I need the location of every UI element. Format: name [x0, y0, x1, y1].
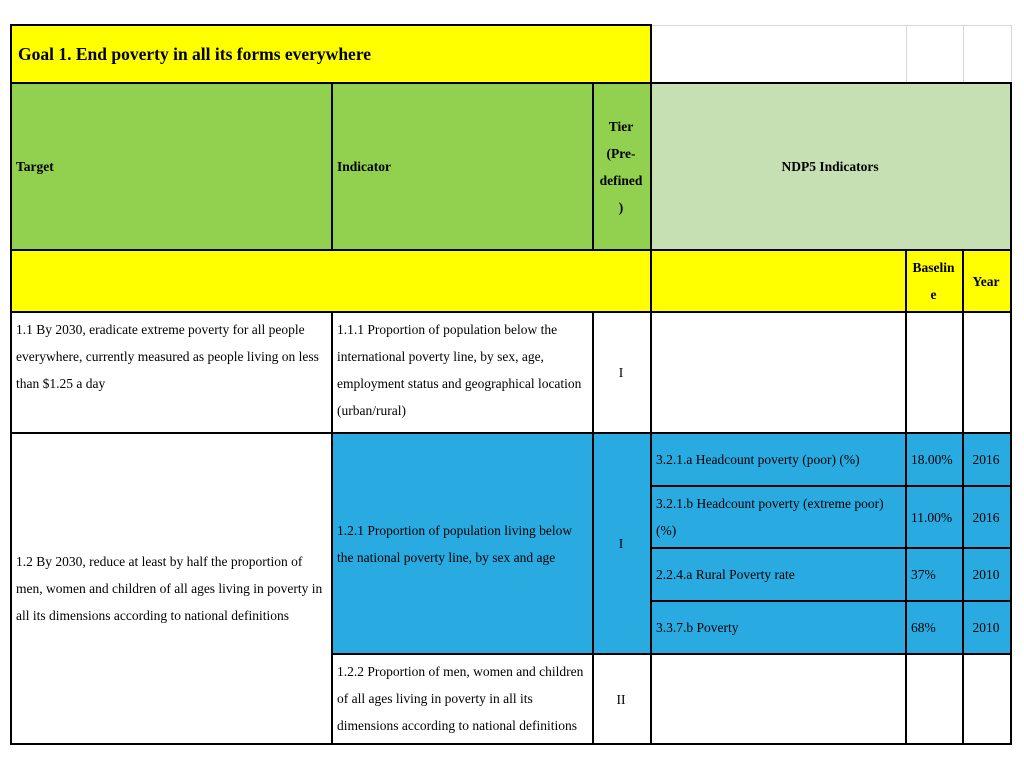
ndp5-indicator-cell: 3.2.1.a Headcount poverty (poor) (%) — [651, 433, 906, 486]
empty-cell — [906, 25, 963, 83]
empty-cell — [963, 25, 1011, 83]
year-cell: 2016 — [963, 486, 1011, 548]
target-cell: 1.1 By 2030, eradicate extreme poverty for all people everywhere, currently measured as people living on less than $1.25 a day — [11, 312, 332, 433]
subheader-row — [11, 250, 1011, 312]
col-header-target: Target — [11, 83, 332, 250]
empty-cell — [11, 250, 651, 312]
col-header-tier: Tier (Pre-defined) — [593, 83, 651, 250]
ndp5-indicator-cell: 3.2.1.b Headcount poverty (extreme poor) (%) — [651, 486, 906, 548]
tier-cell: I — [593, 433, 651, 654]
target-cell: 1.2 By 2030, reduce at least by half the proportion of men, women and children of all ages living in poverty in all its dimensions according to national definitions — [11, 433, 332, 744]
year-cell: 2016 — [963, 433, 1011, 486]
ndp5-indicator-cell-empty — [651, 654, 906, 744]
empty-cell — [651, 25, 906, 83]
tier-cell: I — [593, 312, 651, 433]
goal-title: Goal 1. End poverty in all its forms everywhere — [11, 25, 651, 83]
baseline-cell: 37% — [906, 548, 963, 601]
baseline-cell: 11.00% — [906, 486, 963, 548]
baseline-cell-empty — [906, 312, 963, 433]
title-row — [11, 25, 1011, 83]
baseline-cell: 68% — [906, 601, 963, 654]
indicator-cell: 1.1.1 Proportion of population below the international poverty line, by sex, age, employment status and geographical location (urban/rural) — [332, 312, 593, 433]
indicator-cell: 1.2.1 Proportion of population living below the national poverty line, by sex and age — [332, 433, 593, 654]
ndp5-indicator-cell-empty — [651, 312, 906, 433]
header-row — [11, 83, 1011, 250]
table-row-target-1-1 — [11, 312, 1011, 433]
ndp5-indicator-cell: 3.3.7.b Poverty — [651, 601, 906, 654]
goal1-indicators-table — [10, 24, 1012, 745]
year-cell-empty — [963, 654, 1011, 744]
table-row-ndp5-1 — [11, 433, 1011, 486]
ndp5-indicator-cell: 2.2.4.a Rural Poverty rate — [651, 548, 906, 601]
col-header-baseline: Baseline — [906, 250, 963, 312]
year-cell-empty — [963, 312, 1011, 433]
indicator-cell: 1.2.2 Proportion of men, women and children of all ages living in poverty in all its dimensions according to national definitions — [332, 654, 593, 744]
col-header-year: Year — [963, 250, 1011, 312]
year-cell: 2010 — [963, 548, 1011, 601]
baseline-cell-empty — [906, 654, 963, 744]
year-cell: 2010 — [963, 601, 1011, 654]
baseline-cell: 18.00% — [906, 433, 963, 486]
tier-cell: II — [593, 654, 651, 744]
empty-cell — [651, 250, 906, 312]
col-header-indicator: Indicator — [332, 83, 593, 250]
col-header-ndp5: NDP5 Indicators — [651, 83, 1011, 250]
